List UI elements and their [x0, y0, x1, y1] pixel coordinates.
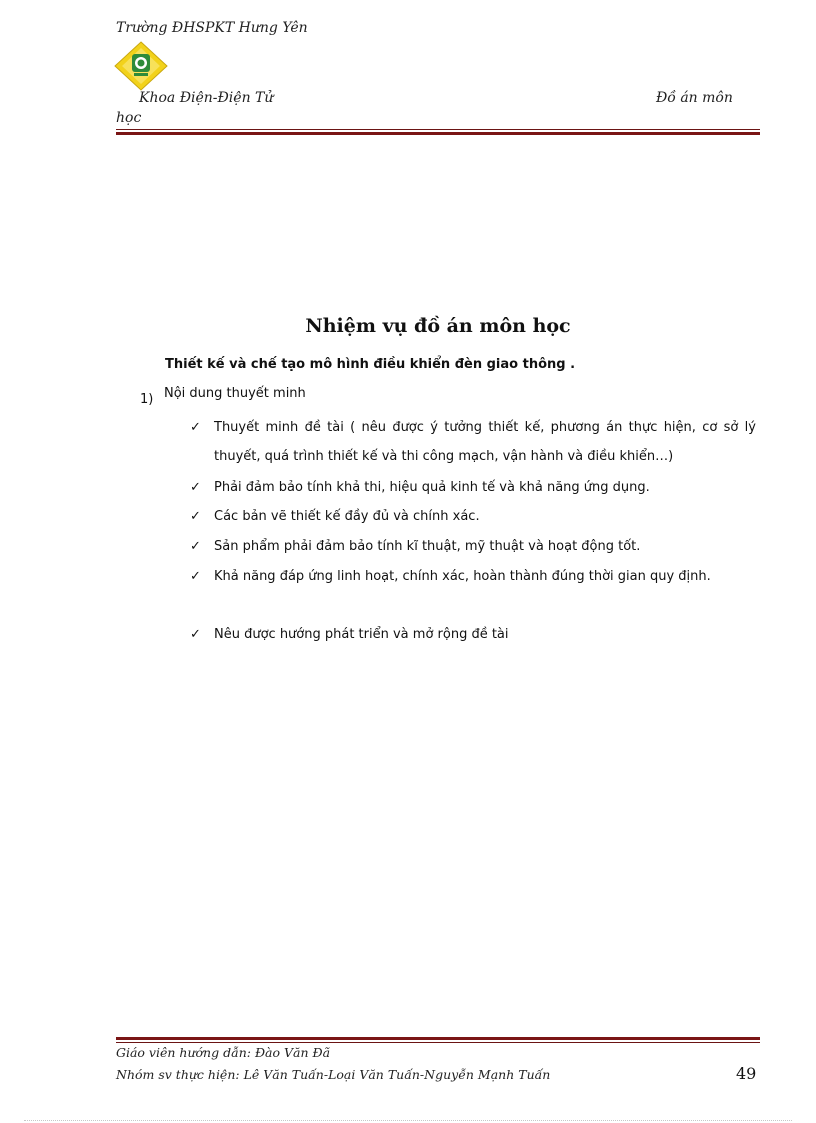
- page-bottom-dotted-border: [24, 1120, 792, 1121]
- header-school-name: Trường ĐHSPKT Hưng Yên: [116, 20, 308, 36]
- check-icon: ✓: [190, 480, 201, 495]
- section-number: 1): [140, 392, 154, 407]
- list-item: [190, 620, 756, 649]
- check-icon: ✓: [190, 627, 201, 642]
- footer-teacher: Giáo viên hướng dẫn: Đào Văn Đã: [116, 1045, 331, 1060]
- header-rule-thick: [116, 132, 760, 135]
- header-subject: Đồ án môn: [656, 90, 733, 106]
- list-item-text: Phải đảm bảo tính khả thi, hiệu quả kinh tế và khả năng ứng dụng.: [214, 480, 650, 495]
- footer-rule-thick: [116, 1037, 760, 1040]
- page-number: 49: [736, 1064, 757, 1083]
- list-item: [190, 532, 756, 561]
- header-rule-thin: [116, 129, 760, 130]
- list-item: [190, 502, 756, 531]
- list-item: [190, 413, 756, 471]
- list-item-text: Sản phẩm phải đảm bảo tính kĩ thuật, mỹ thuật và hoạt động tốt.: [214, 539, 641, 554]
- page-title: Nhiệm vụ đồ án môn học: [305, 315, 571, 337]
- section-heading: Nội dung thuyết minh: [164, 386, 306, 401]
- header-subject-continuation: học: [116, 110, 142, 126]
- list-item-text: Thuyết minh đề tài ( nêu được ý tưởng thiết kế, phương án thực hiện, cơ sở lý thuyết, quá trình thiết kế và thi công mạch, vận hành và điều khiển…): [214, 420, 756, 464]
- list-item-text: Các bản vẽ thiết kế đầy đủ và chính xác.: [214, 509, 480, 524]
- list-item: [190, 562, 756, 591]
- list-item-text: Khả năng đáp ứng linh hoạt, chính xác, hoàn thành đúng thời gian quy định.: [214, 569, 711, 584]
- check-icon: ✓: [190, 569, 201, 584]
- list-item: [190, 473, 756, 502]
- list-item-text: Nêu được hướng phát triển và mở rộng đề tài: [214, 627, 509, 642]
- check-icon: ✓: [190, 509, 201, 524]
- project-subtitle: Thiết kế và chế tạo mô hình điều khiển đèn giao thông .: [165, 357, 576, 372]
- check-icon: ✓: [190, 420, 201, 435]
- footer-rule-thin: [116, 1042, 760, 1043]
- header-faculty: Khoa Điện-Điện Tử: [139, 90, 274, 106]
- footer-student-group: Nhóm sv thực hiện: Lê Văn Tuấn-Loại Văn Tuấn-Nguyễn Mạnh Tuấn: [116, 1067, 551, 1082]
- check-icon: ✓: [190, 539, 201, 554]
- university-logo: [113, 40, 169, 92]
